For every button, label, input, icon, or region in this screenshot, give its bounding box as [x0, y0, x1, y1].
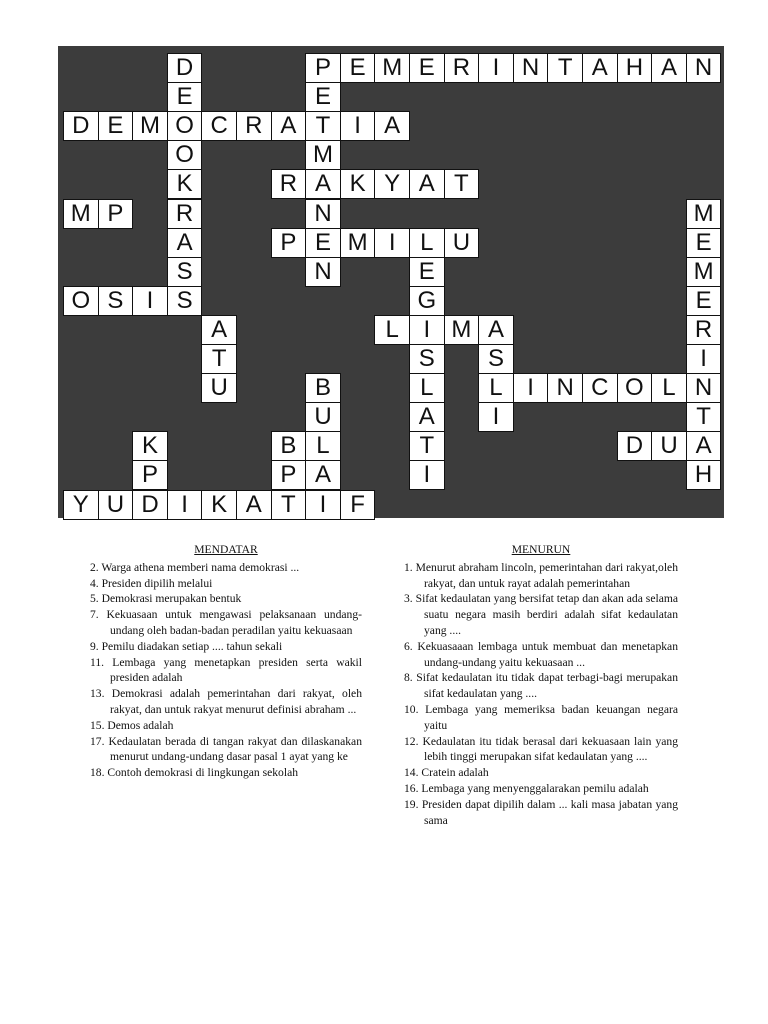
grid-cell: L — [409, 228, 445, 258]
grid-cell: Y — [374, 169, 410, 199]
grid-cell: L — [409, 373, 445, 403]
grid-cell: O — [617, 373, 653, 403]
grid-cell: A — [374, 111, 410, 141]
grid-cell: U — [98, 490, 134, 520]
grid-cell: P — [98, 199, 134, 229]
grid-cell: G — [409, 286, 445, 316]
clue-menurun-10: 10. Lembaga yang memeriksa badan keuangan negara yaitu — [404, 702, 678, 732]
grid-cell: A — [236, 490, 272, 520]
grid-cell: D — [132, 490, 168, 520]
grid-cell: S — [167, 257, 203, 287]
grid-cell: M — [63, 199, 99, 229]
grid-cell: I — [132, 286, 168, 316]
mendatar-heading: MENDATAR — [194, 543, 258, 556]
grid-cell: B — [305, 373, 341, 403]
grid-cell: N — [513, 53, 549, 83]
grid-cell: M — [305, 140, 341, 170]
grid-cell: T — [271, 490, 307, 520]
grid-cell: T — [547, 53, 583, 83]
grid-cell: I — [374, 228, 410, 258]
grid-cell: D — [63, 111, 99, 141]
grid-cell: A — [686, 431, 722, 461]
grid-cell: S — [167, 286, 203, 316]
grid-cell: E — [409, 257, 445, 287]
clue-mendatar-7: 7. Kekuasaan untuk mengawasi pelaksanaan undang-undang oleh badan-badan peradilan yaitu kekuasaan — [90, 608, 362, 637]
grid-cell: A — [305, 169, 341, 199]
grid-cell: K — [201, 490, 237, 520]
grid-cell: M — [444, 315, 480, 345]
grid-cell: O — [63, 286, 99, 316]
grid-cell: R — [686, 315, 722, 345]
clue-mendatar-11: 11. Lembaga yang menetapkan presiden serta wakil presiden adalah — [90, 655, 362, 685]
grid-cell: I — [513, 373, 549, 403]
grid-cell: M — [132, 111, 168, 141]
grid-cell: K — [167, 169, 203, 199]
grid-cell: S — [98, 286, 134, 316]
grid-cell: N — [305, 199, 341, 229]
grid-cell: U — [305, 402, 341, 432]
grid-cell: A — [201, 315, 237, 345]
grid-cell: R — [236, 111, 272, 141]
grid-cell: R — [271, 169, 307, 199]
grid-cell: U — [201, 373, 237, 403]
grid-cell: C — [201, 111, 237, 141]
grid-cell: A — [478, 315, 514, 345]
grid-cell: F — [340, 490, 376, 520]
grid-cell: N — [686, 373, 722, 403]
grid-cell: R — [444, 53, 480, 83]
grid-cell: E — [340, 53, 376, 83]
grid-cell: I — [167, 490, 203, 520]
clue-mendatar-5: 5. Demokrasi merupakan bentuk — [90, 592, 242, 606]
grid-cell: A — [167, 228, 203, 258]
clue-mendatar-4: 4. Presiden dipilih melalui — [90, 576, 213, 590]
grid-cell: P — [271, 228, 307, 258]
grid-cell: E — [409, 53, 445, 83]
grid-cell: L — [651, 373, 687, 403]
grid-cell: M — [686, 199, 722, 229]
menurun-clues — [404, 542, 678, 828]
grid-cell: T — [305, 111, 341, 141]
grid-cell: I — [686, 344, 722, 374]
grid-cell: E — [686, 286, 722, 316]
grid-cell: B — [271, 431, 307, 461]
grid-cell: T — [201, 344, 237, 374]
grid-cell: O — [167, 140, 203, 170]
grid-cell: K — [340, 169, 376, 199]
grid-cell: T — [686, 402, 722, 432]
clue-mendatar-17: 17. Kedaulatan berada di tangan rakyat dan dilaskanakan menurut undang-undang dasar pasal 1 ayat yang ke — [90, 734, 362, 764]
clue-menurun-3: 3. Sifat kedaulatan yang bersifat tetap dan akan ada selama suatu negara masih berdiri adalah sifat kedaulatan yang .... — [404, 592, 678, 637]
grid-cell: S — [409, 344, 445, 374]
grid-cell: R — [167, 199, 203, 229]
grid-cell: E — [98, 111, 134, 141]
grid-cell: T — [409, 431, 445, 461]
clue-list-menurun — [404, 560, 678, 829]
grid-cell: S — [478, 344, 514, 374]
clue-mendatar-15: 15. Demos adalah — [90, 718, 174, 732]
clue-mendatar-9: 9. Pemilu diadakan setiap .... tahun sekali — [90, 639, 283, 653]
grid-cell: I — [478, 53, 514, 83]
grid-cell: P — [132, 460, 168, 490]
grid-cell: A — [409, 402, 445, 432]
grid-cell: N — [686, 53, 722, 83]
grid-cell: I — [478, 402, 514, 432]
clue-menurun-12: 12. Kedaulatan itu tidak berasal dari kekuasaan lain yang lebih tinggi merupakan sifat kedaulatan yang .... — [404, 734, 678, 764]
clue-mendatar-18: 18. Contoh demokrasi di lingkungan sekolah — [90, 766, 299, 780]
clue-menurun-16: 16. Lembaga yang menyenggalarakan pemilu adalah — [404, 781, 649, 795]
grid-cell: T — [444, 169, 480, 199]
grid-cell: U — [651, 431, 687, 461]
grid-cell: P — [305, 53, 341, 83]
grid-cell: E — [305, 228, 341, 258]
grid-cell: K — [132, 431, 168, 461]
grid-cell: P — [271, 460, 307, 490]
grid-cell: I — [409, 315, 445, 345]
grid-cell: L — [374, 315, 410, 345]
grid-cell: M — [374, 53, 410, 83]
grid-cell: A — [582, 53, 618, 83]
grid-cell: O — [167, 111, 203, 141]
clue-mendatar-2: 2. Warga athena memberi nama demokrasi ... — [90, 560, 300, 574]
grid-cell: M — [340, 228, 376, 258]
grid-cell: N — [305, 257, 341, 287]
grid-cell: M — [686, 257, 722, 287]
grid-cell: E — [167, 82, 203, 112]
clue-menurun-19: 19. Presiden dapat dipilih dalam ... kali masa jabatan yang sama — [404, 797, 678, 827]
grid-cell: I — [305, 490, 341, 520]
grid-cell: A — [271, 111, 307, 141]
grid-cell: H — [686, 460, 722, 490]
grid-cell: E — [686, 228, 722, 258]
clue-list-mendatar — [90, 560, 362, 781]
grid-cell: A — [651, 53, 687, 83]
grid-cell: I — [409, 460, 445, 490]
clue-menurun-1: 1. Menurut abraham lincoln, pemerintahan dari rakyat,oleh rakyat, dan untuk rayat adalah pemerintahan — [404, 560, 678, 590]
grid-cell: L — [305, 431, 341, 461]
grid-cell: I — [340, 111, 376, 141]
grid-cell: Y — [63, 490, 99, 520]
grid-cell: H — [617, 53, 653, 83]
grid-cell: U — [444, 228, 480, 258]
grid-cell: E — [305, 82, 341, 112]
grid-cell: A — [409, 169, 445, 199]
clue-menurun-14: 14. Cratein adalah — [404, 766, 489, 780]
crossword-grid — [58, 46, 724, 518]
grid-cell: N — [547, 373, 583, 403]
grid-cell: D — [617, 431, 653, 461]
menurun-heading: MENURUN — [511, 543, 571, 556]
mendatar-clues — [90, 542, 362, 781]
clue-mendatar-13: 13. Demokrasi adalah pemerintahan dari rakyat, oleh rakyat, dan untuk rakyat menurut definisi abraham ... — [90, 687, 362, 716]
grid-cell: D — [167, 53, 203, 83]
grid-cell: L — [478, 373, 514, 403]
clue-menurun-6: 6. Kekuasaaan lembaga untuk membuat dan menetapkan undang-undang yaitu kekuasaan ... — [404, 639, 678, 669]
grid-cell: A — [305, 460, 341, 490]
grid-cell: C — [582, 373, 618, 403]
clue-menurun-8: 8. Sifat kedaulatan itu tidak dapat terbagi-bagi merupakan sifat kedaulatan yang .... — [404, 671, 678, 701]
